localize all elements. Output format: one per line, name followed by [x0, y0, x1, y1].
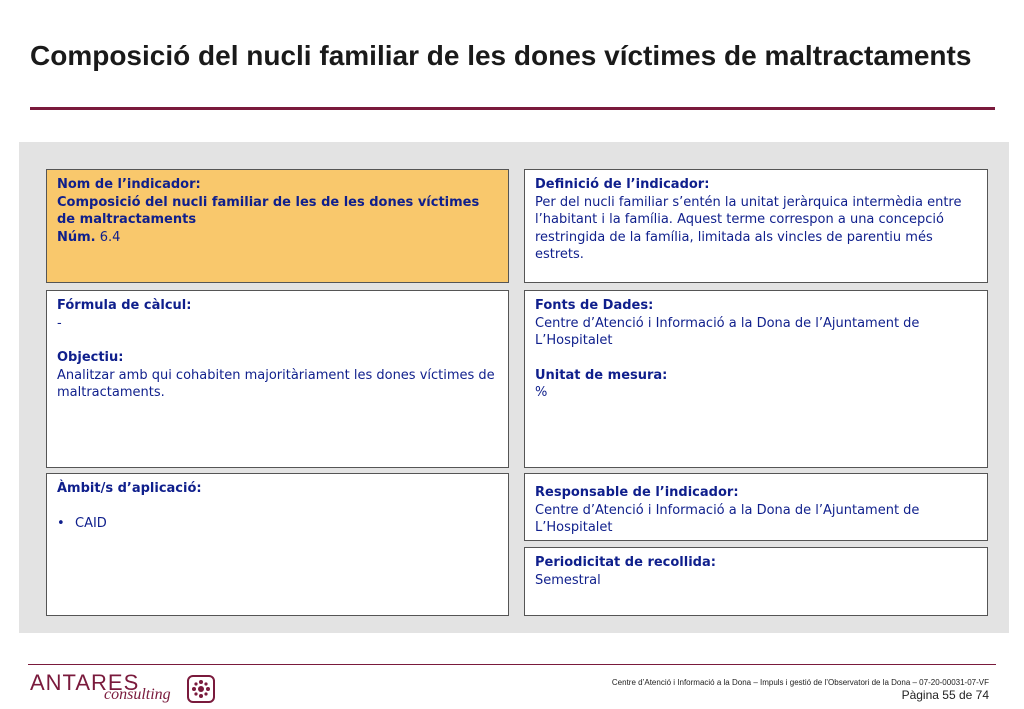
responsible-text: Centre d’Atenció i Informació a la Dona de l’Ajuntament de L’Hospitalet	[535, 502, 920, 535]
frequency-text: Semestral	[535, 572, 601, 588]
data-sources-box	[524, 290, 988, 468]
footer-divider	[28, 664, 996, 665]
page-number: Pàgina 55 de 74	[901, 688, 989, 702]
scope-label: Àmbit/s d’aplicació:	[57, 481, 202, 496]
logo-wordmark: ANTARES	[30, 670, 140, 695]
title-divider	[30, 107, 995, 110]
formula-box	[46, 290, 509, 468]
indicator-name-label: Nom de l’indicador:	[57, 177, 201, 192]
frequency-label: Periodicitat de recollida:	[535, 555, 716, 570]
logo-subtitle: consulting	[104, 686, 171, 703]
scope-box	[46, 473, 509, 616]
page-title: Composició del nucli familiar de les dones víctimes de maltractaments	[30, 40, 972, 71]
frequency-box	[524, 547, 988, 616]
scope-list-item	[57, 515, 498, 533]
objective-label: Objectiu:	[57, 350, 124, 365]
definition-text: Per del nucli familiar s’entén la unitat jeràrquica intermèdia entre l’habitant i la família. Aquest terme correspon a una concepció restringida de la família, limitada als vincles de parentiu més estrets.	[535, 194, 962, 262]
scope-item-text: CAID	[75, 515, 107, 531]
definition-label: Definició de l’indicador:	[535, 177, 710, 192]
unit-value: %	[535, 385, 548, 400]
indicator-name-box	[46, 169, 509, 283]
indicator-number-value: 6.4	[99, 229, 121, 245]
definition-box	[524, 169, 988, 283]
indicator-name-value: Composició del nucli familiar de les de les dones víctimes de maltractaments	[57, 194, 480, 227]
responsible-box	[524, 473, 988, 541]
objective-text: Analitzar amb qui cohabiten majoritàriament les dones víctimes de maltractaments.	[57, 367, 495, 400]
data-sources-label: Fonts de Dades:	[535, 298, 654, 313]
logo-emblem-icon	[186, 674, 216, 704]
indicator-number-label: Núm.	[57, 229, 96, 245]
footer-document-info: Centre d’Atenció i Informació a la Dona – Impuls i gestió de l’Observatori de la Dona – 07-20-00031-07-VF	[611, 678, 989, 687]
bullet-icon: •	[57, 515, 65, 531]
indicator-number	[57, 229, 498, 247]
data-sources-text: Centre d’Atenció i Informació a la Dona de l’Ajuntament de L’Hospitalet	[535, 315, 920, 348]
formula-label: Fórmula de càlcul:	[57, 298, 192, 313]
responsible-label: Responsable de l’indicador:	[535, 485, 739, 500]
formula-value: -	[57, 315, 62, 331]
unit-label: Unitat de mesura:	[535, 367, 668, 383]
